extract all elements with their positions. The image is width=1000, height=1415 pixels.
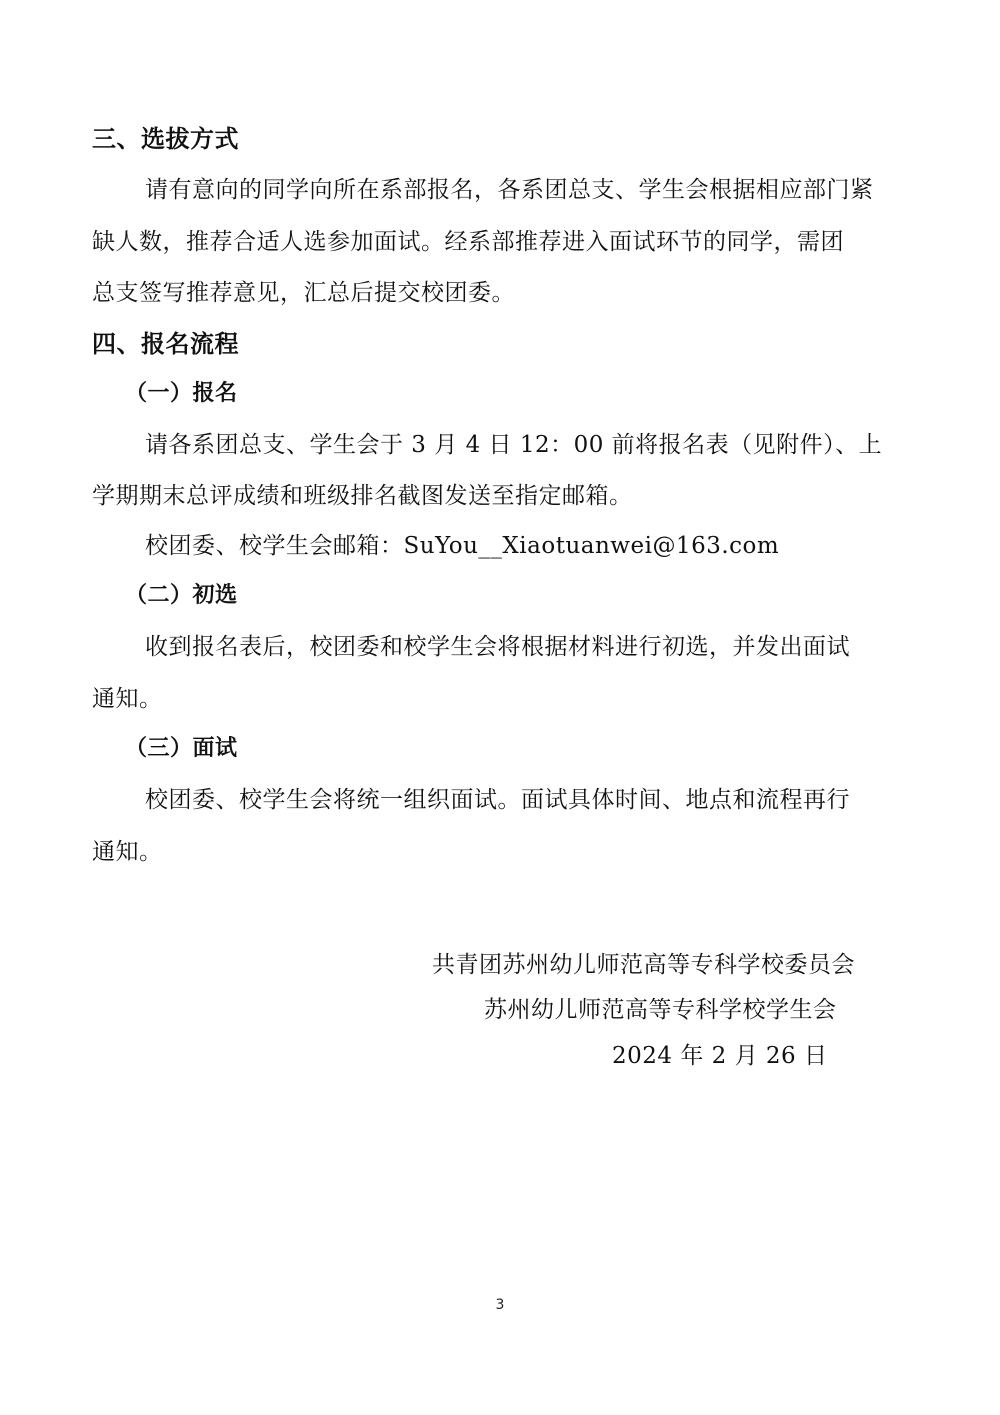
section-3-paragraph-line-2: 缺人数，推荐合适人选参加面试。经系部推荐进入面试环节的同学，需团 (92, 229, 844, 255)
subsection-3-paragraph-line-1: 校团委、校学生会将统一组织面试。面试具体时间、地点和流程再行 (145, 787, 850, 813)
signature-org-student-union: 苏州幼儿师范高等专科学校学生会 (484, 997, 837, 1023)
subsection-1-paragraph-line-1: 请各系团总支、学生会于 3 月 4 日 12：00 前将报名表（见附件）、上 (145, 432, 883, 458)
section-4-heading: 四、报名流程 (92, 330, 239, 358)
subsection-1-heading: （一）报名 (125, 381, 238, 406)
section-3-paragraph-line-3: 总支签写推荐意见，汇总后提交校团委。 (92, 280, 515, 306)
section-3-paragraph-line-1: 请有意向的同学向所在系部报名，各系团总支、学生会根据相应部门紧 (145, 177, 874, 203)
section-3-heading: 三、选拔方式 (92, 125, 239, 153)
subsection-3-heading: （三）面试 (125, 736, 238, 761)
subsection-1-paragraph-line-2: 学期期末总评成绩和班级排名截图发送至指定邮箱。 (92, 483, 633, 509)
subsection-2-paragraph-line-2: 通知。 (92, 686, 163, 712)
signature-date: 2024 年 2 月 26 日 (612, 1043, 828, 1069)
email-line: 校团委、校学生会邮箱：SuYou__Xiaotuanwei@163.com (145, 533, 780, 559)
signature-org-youth-league: 共青团苏州幼儿师范高等专科学校委员会 (432, 952, 855, 978)
page-number: 3 (495, 1297, 505, 1313)
subsection-2-heading: （二）初选 (125, 583, 238, 608)
subsection-2-paragraph-line-1: 收到报名表后，校团委和校学生会将根据材料进行初选，并发出面试 (145, 634, 850, 660)
subsection-3-paragraph-line-2: 通知。 (92, 839, 163, 865)
